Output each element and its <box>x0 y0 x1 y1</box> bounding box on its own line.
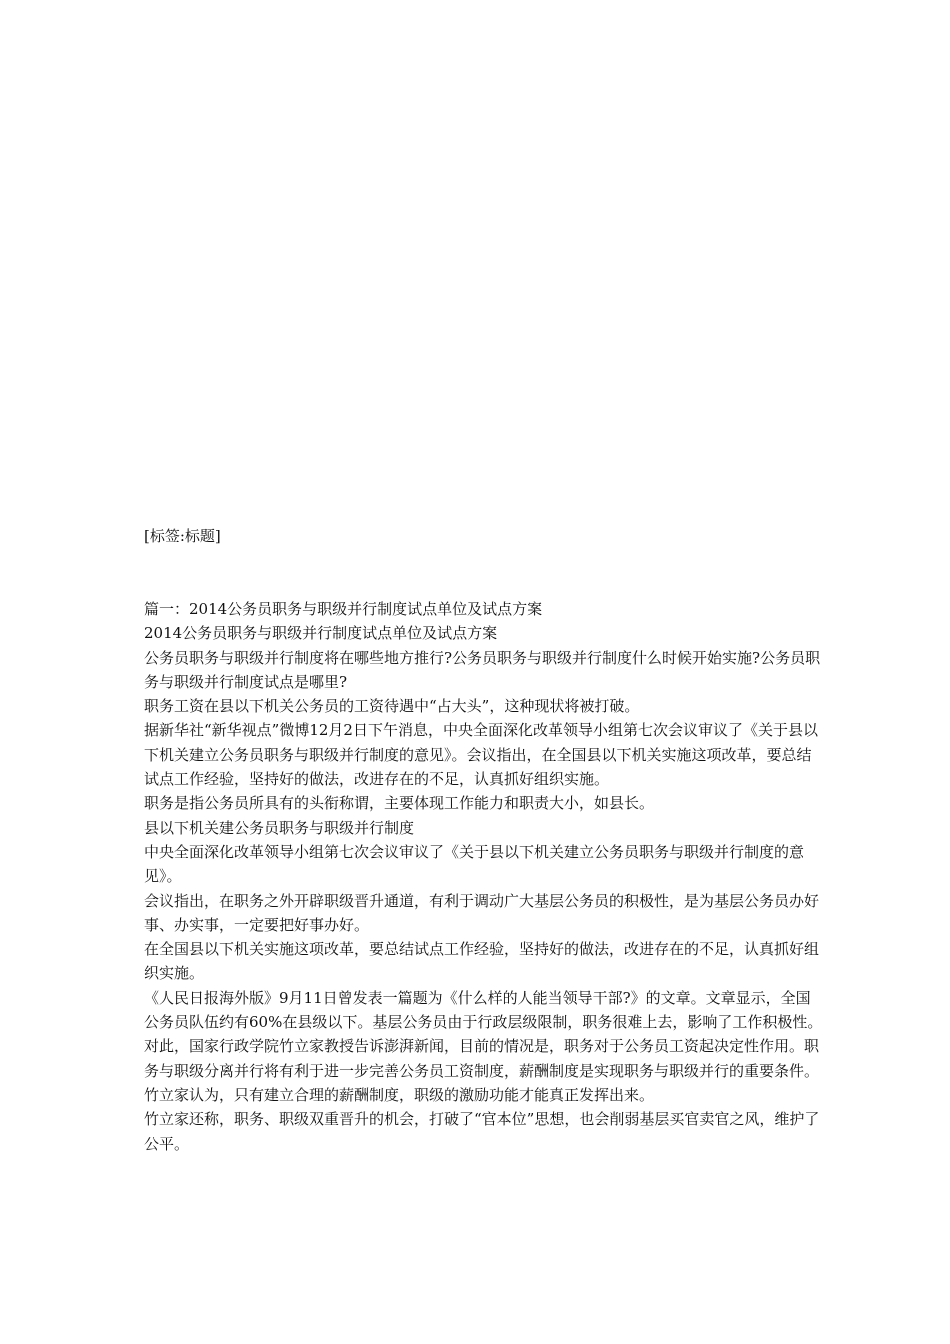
paragraph: 职务工资在县以下机关公务员的工资待遇中“占大头”，这种现状将被打破。 <box>144 697 640 716</box>
paragraph: 会议指出，在职务之外开辟职级晋升通道，有利于调动广大基层公务员的积极性，是为基层公务员办好事、办实事，一定要把好事办好。 <box>144 891 820 934</box>
paragraph: 职务是指公务员所具有的头衔称谓，主要体现工作能力和职责大小，如县长。 <box>144 794 655 813</box>
paragraph: 竹立家还称，职务、职级双重晋升的机会，打破了“官本位”思想，也会削弱基层买官卖官之风，维护了公平。 <box>144 1110 820 1153</box>
paragraph: 对此，国家行政学院竹立家教授告诉澎湃新闻，目前的情况是，职务对于公务员工资起决定性作用。职务与职级分离并行将有利于进一步完善公务员工资制度，薪酬制度是实现职务与职级并行的重要条件。 <box>144 1037 820 1080</box>
paragraph: 中央全面深化改革领导小组第七次会议审议了《关于县以下机关建立公务员职务与职级并行制度的意见》。 <box>144 842 805 886</box>
paragraph: 竹立家认为，只有建立合理的薪酬制度，职级的激励功能才能真正发挥出来。 <box>144 1085 655 1104</box>
paragraph: 在全国县以下机关实施这项改革，要总结试点工作经验，坚持好的做法，改进存在的不足，认真抓好组织实施。 <box>144 940 820 983</box>
paragraph: 公务员职务与职级并行制度将在哪些地方推行?公务员职务与职级并行制度什么时候开始实施?公务员职务与职级并行制度试点是哪里? <box>144 648 821 691</box>
article-title: 2014公务员职务与职级并行制度试点单位及试点方案 <box>144 624 498 643</box>
tag-label: [标签:标题] <box>144 527 221 545</box>
article-heading: 篇一：2014公务员职务与职级并行制度试点单位及试点方案 <box>144 600 543 618</box>
paragraph: 据新华社“新华视点”微博12月2日下午消息，中央全面深化改革领导小组第七次会议审议了《关于县以下机关建立公务员职务与职级并行制度的意见》。会议指出，在全国县以下机关实施这项改革，要总结试点工作经验，坚持好的做法，改进存在的不足，认真抓好组织实施。 <box>144 721 818 789</box>
paragraph: 《人民日报海外版》9月11日曾发表一篇题为《什么样的人能当领导干部?》的文章。文章显示，全国公务员队伍约有60%在县级以下。基层公务员由于行政层级限制，职务很难上去，影响了工作积极性。 <box>144 988 823 1032</box>
section-heading: 县以下机关建公务员职务与职级并行制度 <box>144 818 415 837</box>
article-body <box>144 597 824 1156</box>
